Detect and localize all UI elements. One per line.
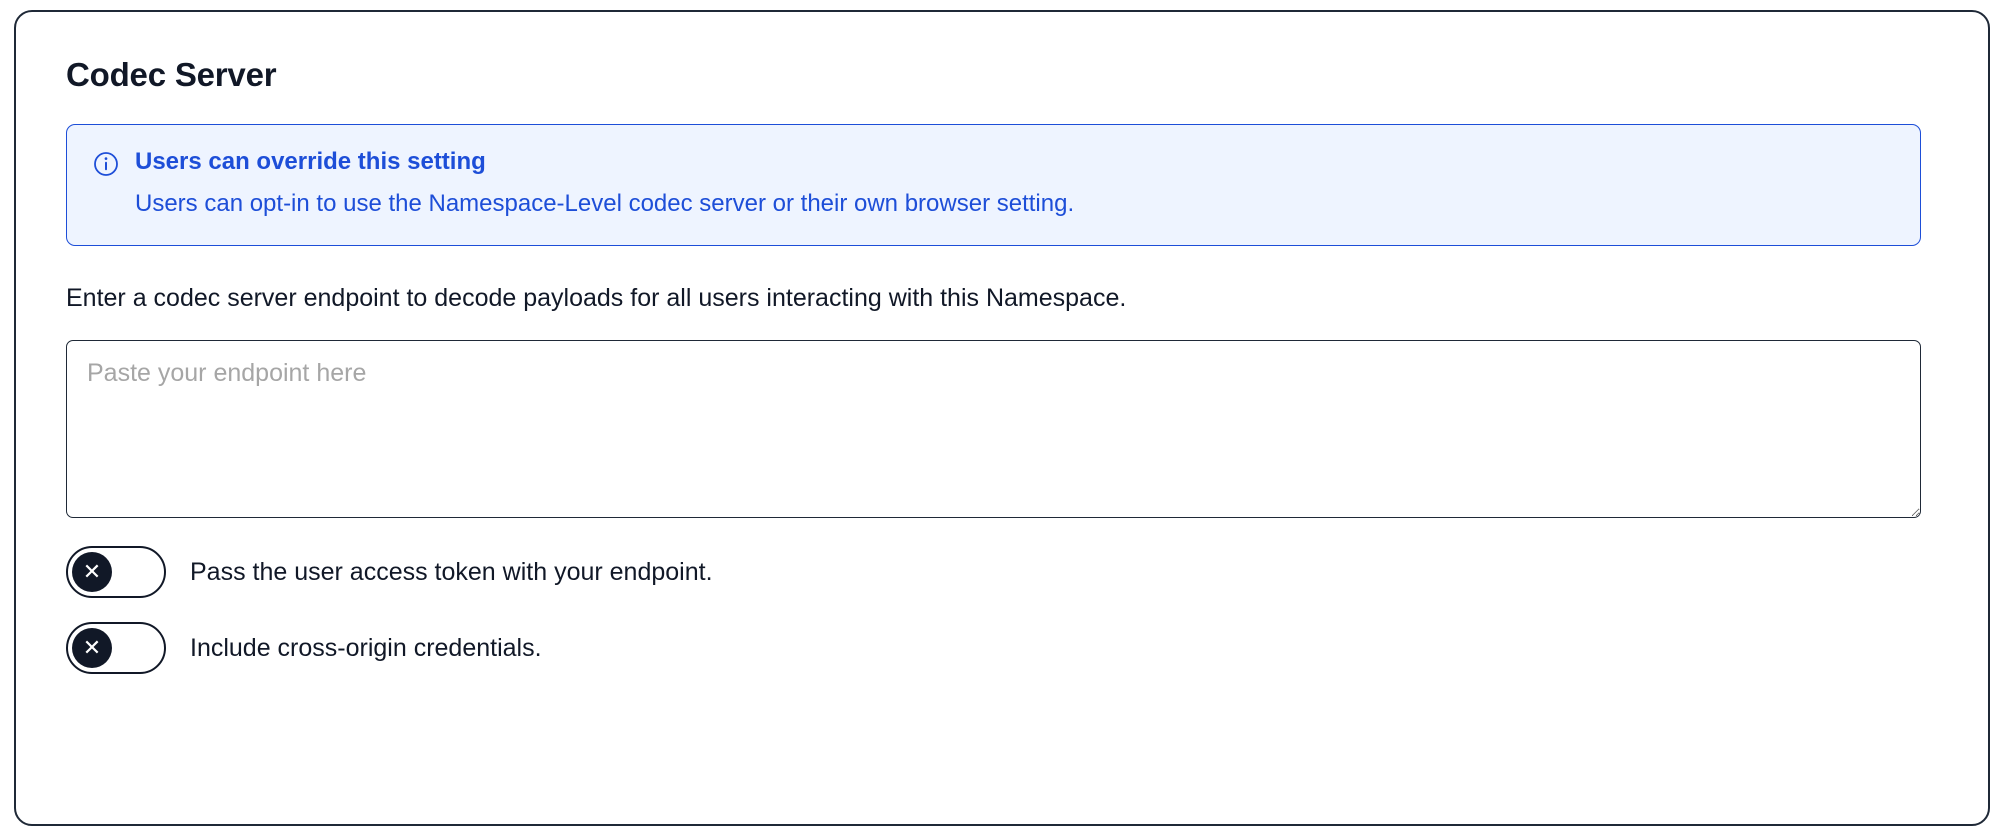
info-circle-icon <box>93 151 119 177</box>
codec-endpoint-input[interactable] <box>66 340 1921 518</box>
codec-server-panel <box>14 10 1990 826</box>
pass-access-token-label: Pass the user access token with your endpoint. <box>190 557 713 586</box>
toggle-row-cross-origin <box>66 622 1948 674</box>
alert-title: Users can override this setting <box>135 148 486 175</box>
toggle-knob-x-icon: ✕ <box>72 628 112 668</box>
alert-description: Users can opt-in to use the Namespace-Level codec server or their own browser setting. <box>135 190 1075 217</box>
endpoint-description: Enter a codec server endpoint to decode payloads for all users interacting with this Namespace. <box>66 284 1127 313</box>
alert-body <box>135 147 1894 219</box>
include-cross-origin-credentials-label: Include cross-origin credentials. <box>190 633 542 662</box>
page-title: Codec Server <box>66 56 277 93</box>
pass-access-token-toggle[interactable] <box>66 546 166 598</box>
toggle-knob-x-icon: ✕ <box>72 552 112 592</box>
toggle-row-access-token <box>66 546 1948 598</box>
override-notice-alert <box>66 124 1921 246</box>
include-cross-origin-credentials-toggle[interactable] <box>66 622 166 674</box>
